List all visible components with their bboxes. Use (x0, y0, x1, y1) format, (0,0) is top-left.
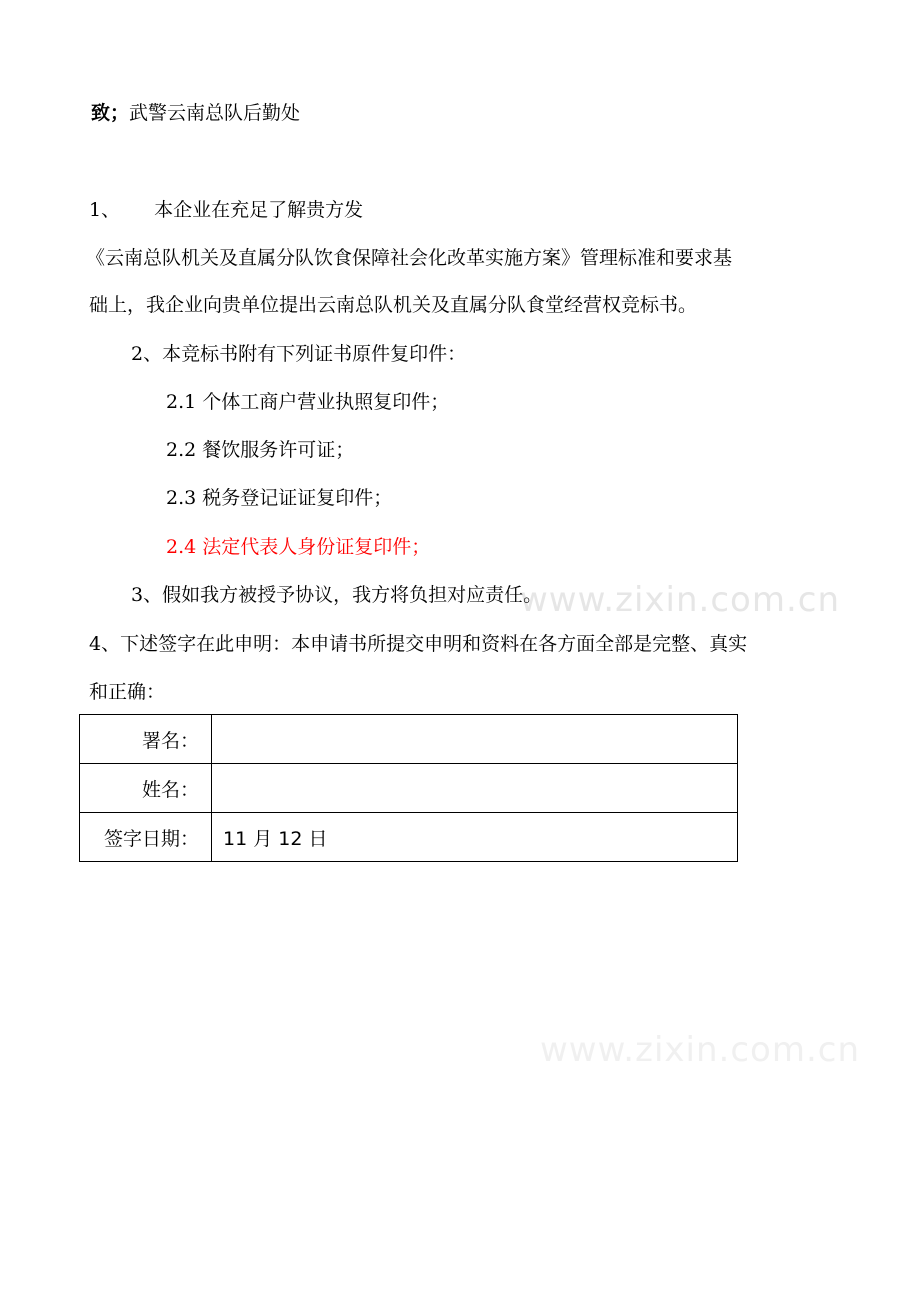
table-row-name (80, 764, 738, 813)
name-field[interactable] (212, 764, 738, 813)
greeting-recipient: 武警云南总队后勤处 (129, 102, 301, 124)
item-2-sub-4: 2.4 法定代表人身份证复印件； (166, 536, 431, 558)
item-4-line-b: 和正确： (89, 681, 166, 703)
item-3: 3、假如我方被授予协议，我方将负担对应责任。 (131, 584, 543, 606)
item-4-line-a: 4、下述签字在此申明：本申请书所提交申明和资料在各方面全部是完整、真实 (89, 633, 748, 655)
date-label: 签字日期： (80, 813, 212, 862)
greeting-line (91, 104, 300, 123)
signature-label: 署名： (80, 715, 212, 764)
item-1 (89, 201, 363, 220)
table-row-signature (80, 715, 738, 764)
watermark-lower: www.zixin.com.cn (540, 1030, 860, 1070)
item-1-continued-b: 础上，我企业向贵单位提出云南总队机关及直属分队食堂经营权竞标书。 (89, 294, 698, 316)
item-2-sub-2: 2.2 餐饮服务许可证； (166, 439, 355, 461)
table-row-date (80, 813, 738, 862)
signature-field[interactable] (212, 715, 738, 764)
watermark: www.zixin.com.cn (520, 580, 840, 620)
item-1-text: 本企业在充足了解贵方发 (154, 199, 364, 221)
date-field[interactable]: 11 月 12 日 (212, 813, 738, 862)
item-2-sub-1: 2.1 个体工商户营业执照复印件； (166, 391, 450, 413)
greeting-prefix: 致； (91, 102, 130, 124)
name-label: 姓名： (80, 764, 212, 813)
item-2-sub-3: 2.3 税务登记证证复印件； (166, 487, 393, 509)
item-1-number: 1、 (89, 199, 121, 221)
item-1-continued-a: 《云南总队机关及直属分队饮食保障社会化改革实施方案》管理标准和要求基 (86, 247, 733, 269)
item-2: 2、本竞标书附有下列证书原件复印件： (131, 343, 467, 365)
signature-table (79, 714, 738, 862)
